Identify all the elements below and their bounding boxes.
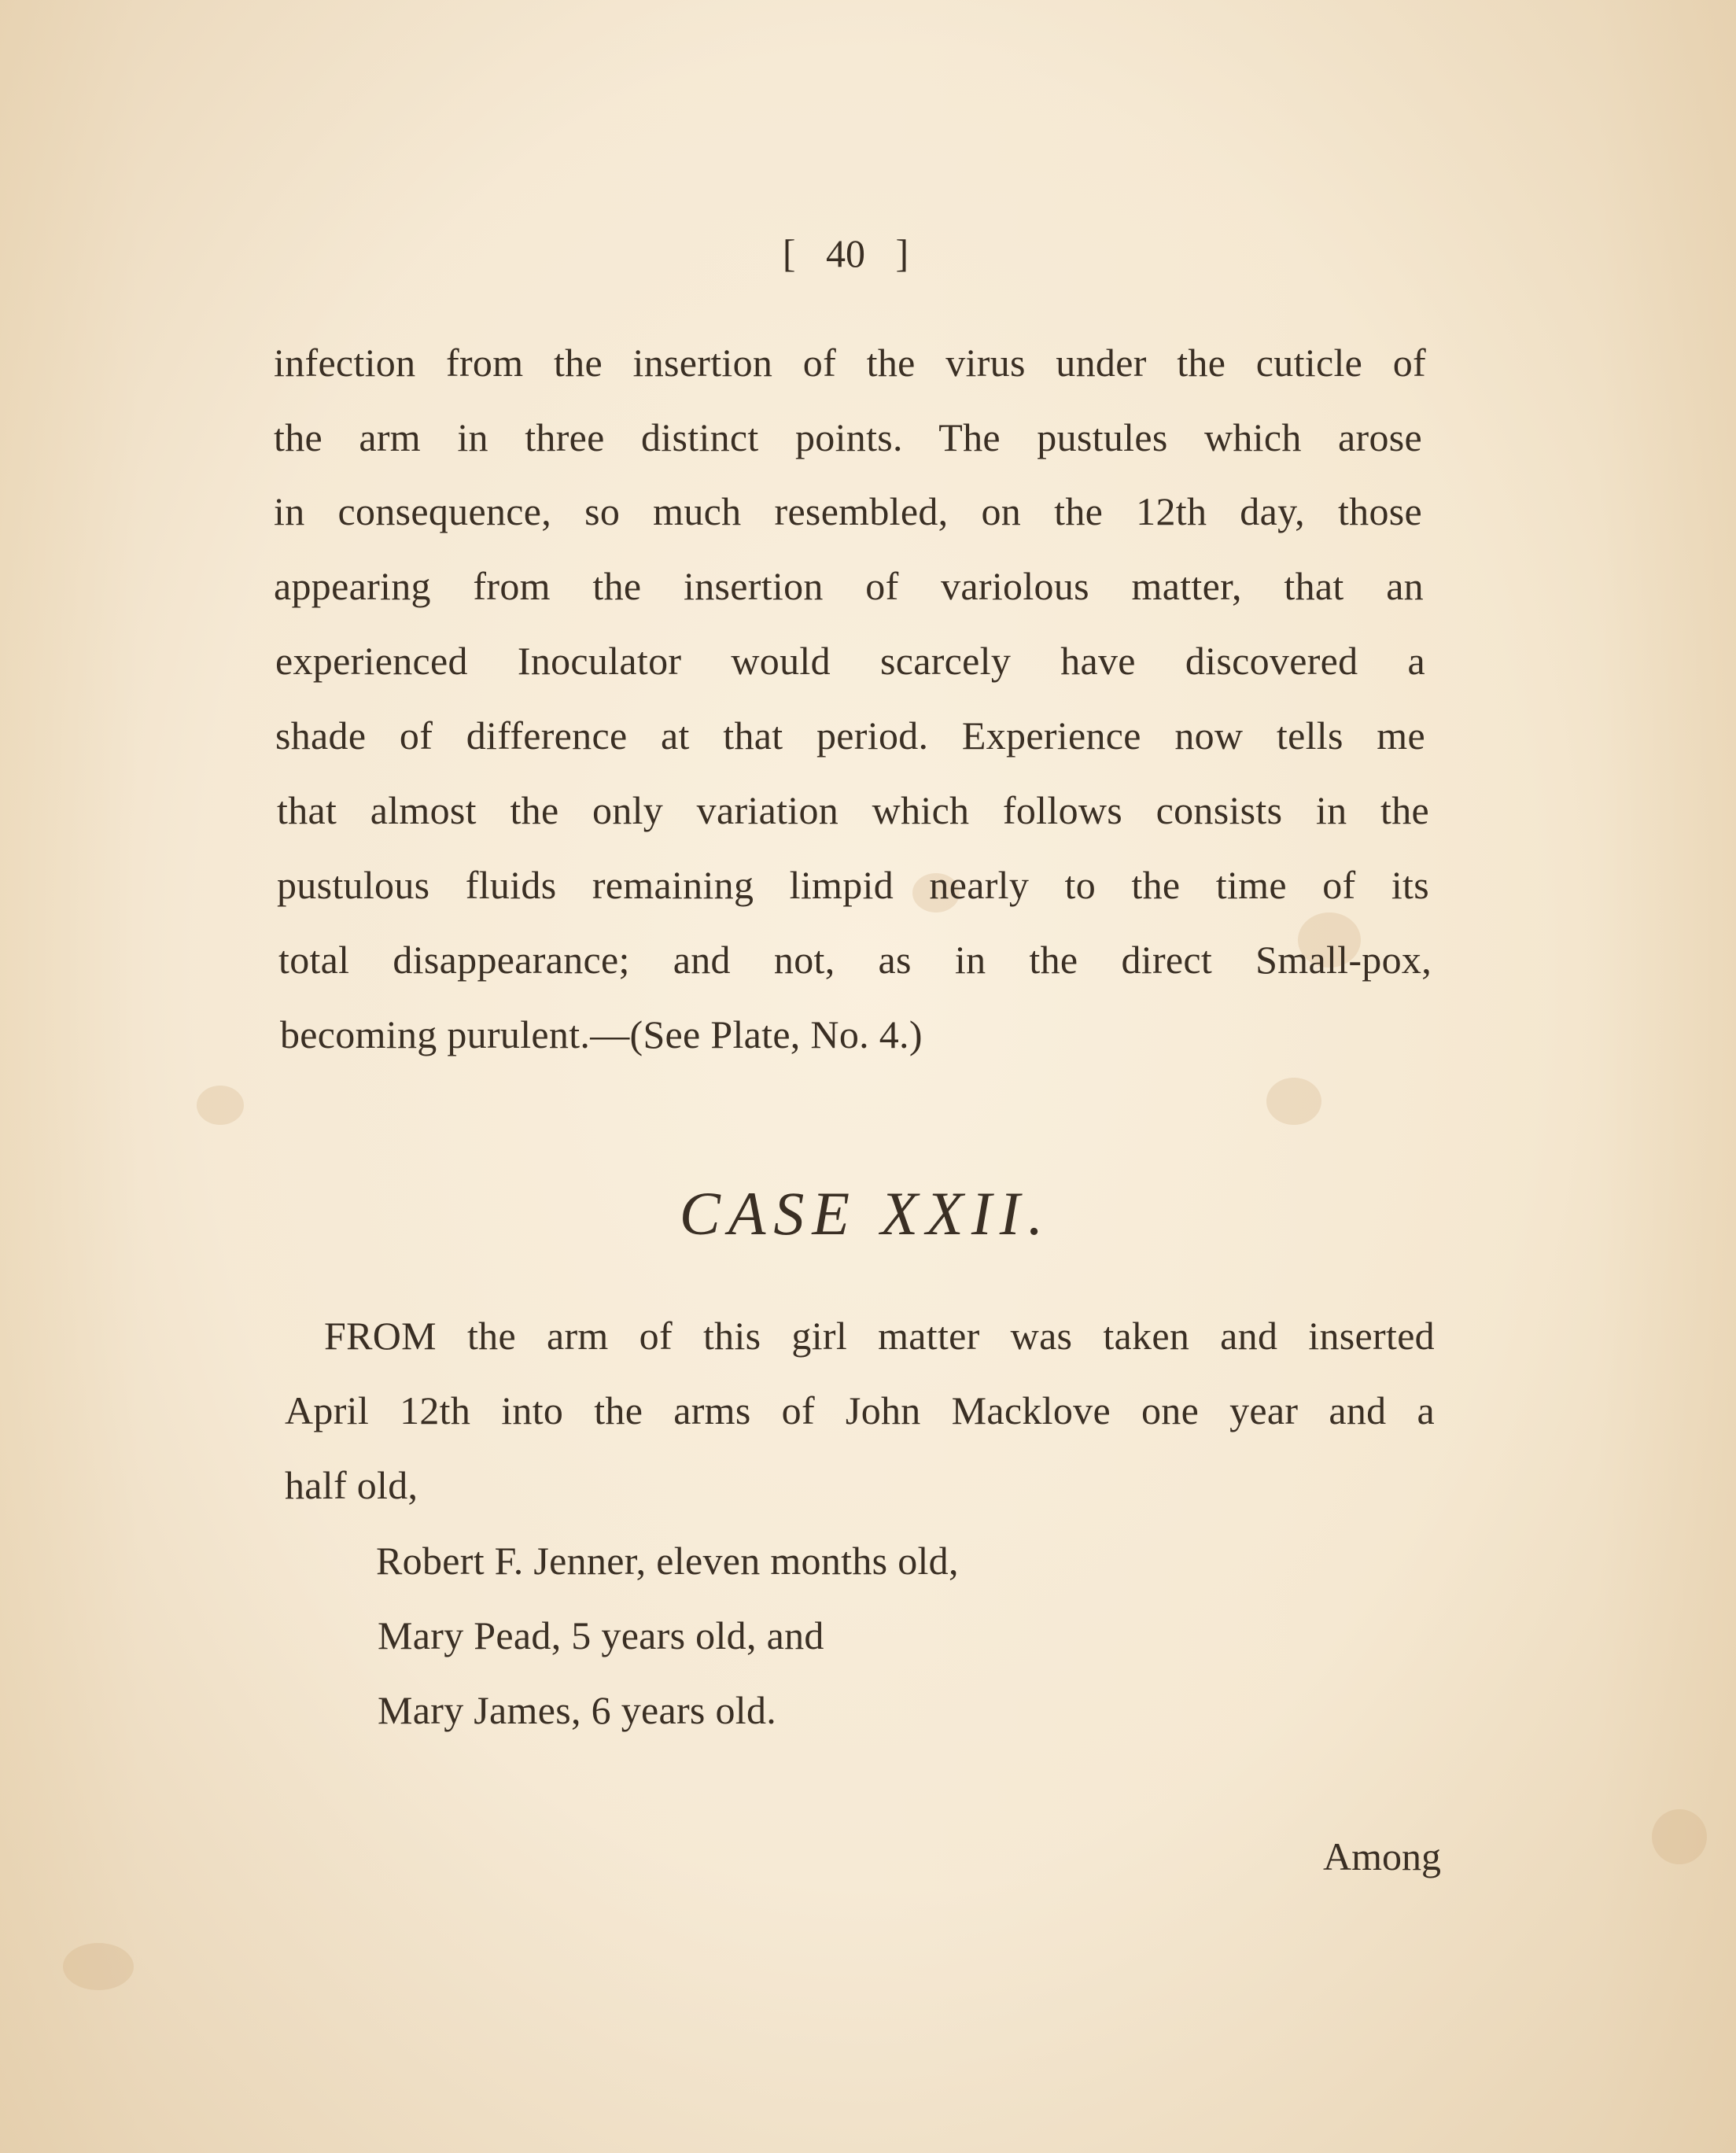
patient-entry: Mary Pead, 5 years old, and: [378, 1613, 824, 1657]
text-line: becoming purulent.—(See Plate, No. 4.): [280, 1012, 923, 1056]
foxing-stain: [1652, 1809, 1707, 1864]
text-line: total disappearance; and not, as in the direct Small-pox,: [278, 938, 1432, 982]
text-line: half old,: [285, 1463, 418, 1507]
text-line: the arm in three distinct points. The pustules which arose: [274, 415, 1422, 459]
text-line: appearing from the insertion of variolous matter, that an: [274, 564, 1424, 608]
text-line: pustulous fluids remaining limpid nearly to the time of its: [277, 863, 1429, 907]
text-line: that almost the only variation which follows consists in the: [277, 788, 1429, 832]
text-line: experienced Inoculator would scarcely have discovered a: [275, 639, 1425, 683]
patient-entry: Robert F. Jenner, eleven months old,: [376, 1539, 959, 1583]
text-line: April 12th into the arms of John Macklove one year and a: [285, 1388, 1435, 1432]
patient-entry: Mary James, 6 years old.: [378, 1688, 777, 1732]
text-line: FROM the arm of this girl matter was taken and inserted: [324, 1314, 1435, 1358]
text-line: in consequence, so much resembled, on the 12th day, those: [274, 489, 1422, 533]
text-line: infection from the insertion of the virus under the cuticle of: [274, 341, 1426, 385]
foxing-stain: [1266, 1078, 1321, 1125]
text-line: shade of difference at that period. Experience now tells me: [275, 713, 1425, 758]
foxing-stain: [197, 1086, 244, 1125]
case-heading: CASE XXII.: [679, 1179, 1052, 1248]
foxing-stain: [63, 1943, 134, 1990]
catchword: Among: [1323, 1834, 1441, 1878]
page-number: [ 40 ]: [782, 231, 909, 275]
